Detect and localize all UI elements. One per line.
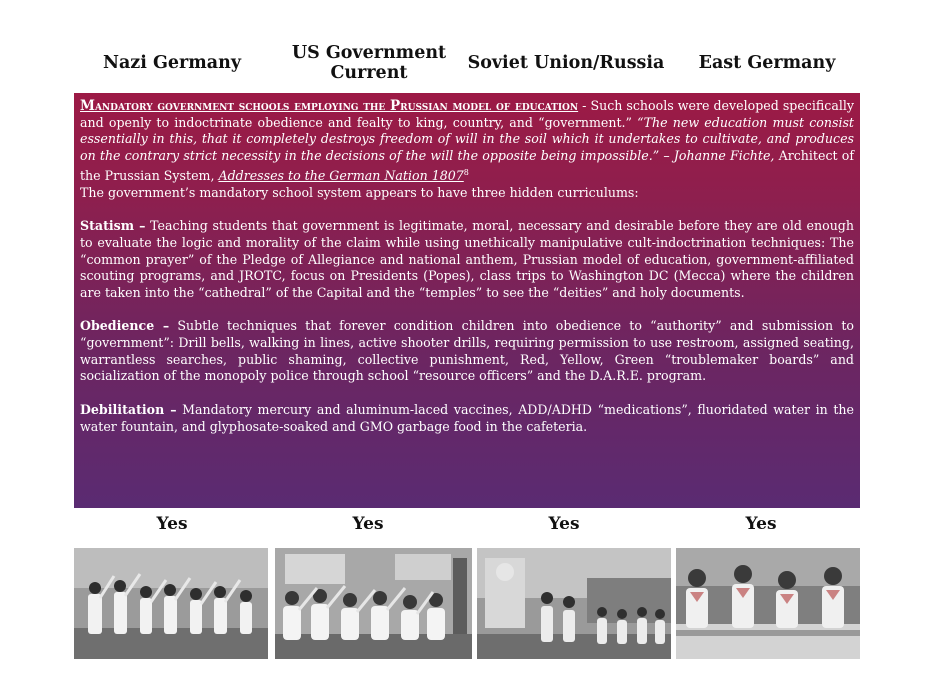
obedience-text: Subtle techniques that forever condition children into obedience to “authority” and submission to “government”: Drill bells, walking in lines, active shooter drills, requiring permission to use restroom, assigned seating, warrantless searches, public shaming, collective punishment, Red, Yellow, Green “troublemaker boards” and socialization of the monopoly police through school “resource officers” and the D.A.R.E. program. — [80, 318, 854, 384]
statism-term: Statism – — [80, 218, 146, 234]
lead-heading: Mandatory government schools employing the Prussian model of education — [80, 98, 579, 114]
debilitation-paragraph — [80, 402, 854, 435]
photo-soviet-students-statue — [477, 548, 671, 659]
answers-row — [74, 514, 860, 540]
column-headers — [74, 38, 860, 88]
answer-east-germany: Yes — [745, 514, 777, 534]
photo-us-students-pledge — [275, 548, 472, 659]
curricula-intro: The government’s mandatory school system appears to have three hidden curriculums: — [80, 184, 639, 200]
header-nazi-germany: Nazi Germany — [102, 53, 242, 73]
obedience-term: Obedience – — [80, 318, 170, 334]
header-soviet-union-russia: Soviet Union/Russia — [467, 53, 665, 73]
obedience-paragraph — [80, 318, 854, 385]
answer-soviet-union: Yes — [548, 514, 580, 534]
debilitation-text: Mandatory mercury and aluminum-laced vaccines, ADD/ADHD “medications”, fluoridated water in the water fountain, and glyphosate-soaked and GMO garbage food in the cafeteria. — [80, 401, 854, 434]
header-us-government-current: US Government Current — [291, 43, 447, 83]
description-box — [74, 93, 860, 508]
footnote-marker: 8 — [463, 167, 469, 177]
cited-work: Addresses to the German Nation 1807 — [218, 168, 464, 183]
intro-text: - Such schools were developed specifically and openly to indoctrinate obedience and fealty to king, country, and “government.” — [80, 98, 855, 130]
photo-nazi-germany-students — [74, 548, 268, 659]
intro-paragraph — [80, 98, 854, 185]
header-east-germany: East Germany — [698, 53, 836, 73]
answer-us-government: Yes — [352, 514, 384, 534]
debilitation-term: Debilitation – — [80, 401, 177, 417]
fichte-quote: “The new education must consist essentially in this, that it completely destroys freedom of will in the soil which it undertakes to cultivate, and produces on the contrary strict necessity in the decisions of the will the opposite being impossible.” – Johanne Fichte, — [80, 114, 854, 164]
statism-paragraph — [80, 218, 854, 302]
quote-attribution: Architect of the Prussian System, — [80, 148, 854, 183]
photo-east-germany-classroom — [676, 548, 860, 659]
answer-nazi-germany: Yes — [156, 514, 188, 534]
statism-text: Teaching students that government is legitimate, moral, necessary and desirable before they are old enough to evaluate the logic and morality of the claim while using unethically manipulative cult-indoctrination techniques: The “common prayer” of the Pledge of Allegiance and national anthem, Prussian model of education, government-affiliated scouting programs, and JROTC, focus on Presidents (Popes), class trips to Washington DC (Mecca) where the children are taken into the “cathedral” of the Capital and the “temples” to see the “deities” and holy documents. — [80, 218, 854, 300]
